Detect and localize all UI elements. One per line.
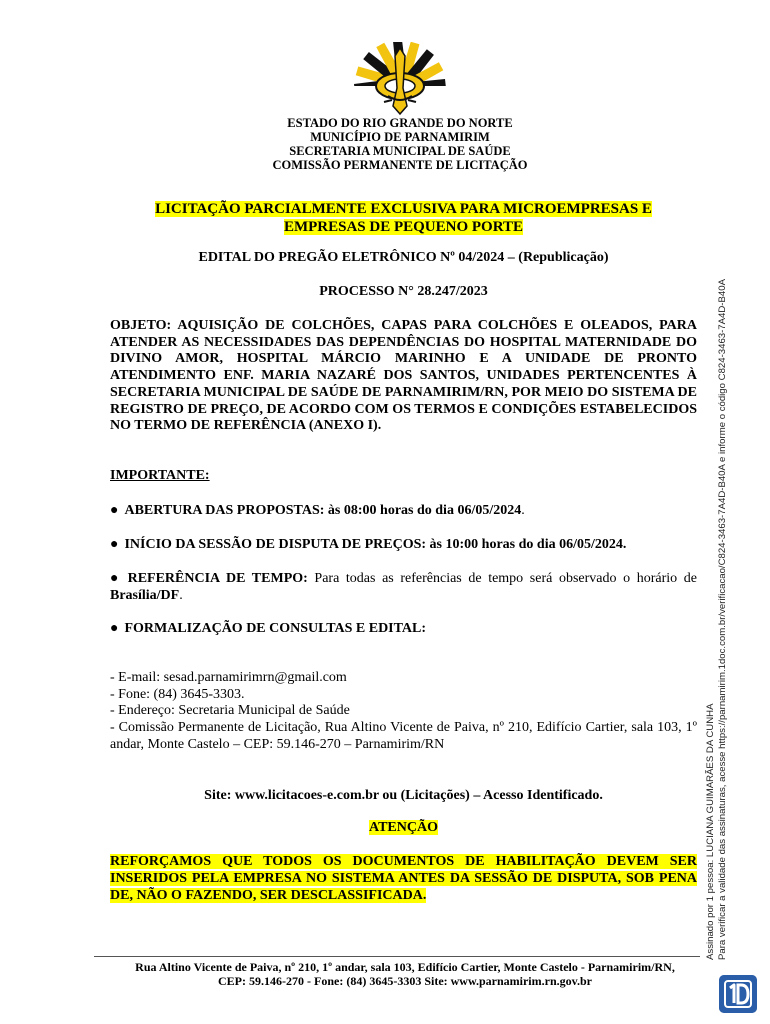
header-state: ESTADO DO RIO GRANDE DO NORTE <box>287 116 513 130</box>
reforcamos-notice <box>110 853 697 904</box>
header-commission: COMISSÃO PERMANENTE DE LICITAÇÃO <box>272 158 528 172</box>
abertura-value: : às 08:00 horas do dia 06/05/2024 <box>319 503 522 518</box>
edital-title: EDITAL DO PREGÃO ELETRÔNICO Nº 04/2024 – (Republicação) <box>198 250 609 265</box>
contact-commission: - Comissão Permanente de Licitação, Rua Altino Vicente de Paiva, nº 210, Edifício Cartier, sala 103, 1º andar, Monte Castelo – CEP: 59.146-270 – Parnamirim/RN <box>110 720 697 752</box>
contact-list <box>110 670 697 754</box>
contact-address: - Endereço: Secretaria Municipal de Saúde <box>110 703 350 719</box>
abertura-label: ABERTURA DAS PROPOSTAS <box>124 503 320 518</box>
digital-signature-stamp <box>705 279 729 960</box>
atencao-heading <box>110 820 697 836</box>
abertura-end: . <box>521 503 525 518</box>
importante-heading: IMPORTANTE: <box>110 468 210 483</box>
referencia-city: Brasília/DF <box>110 588 180 603</box>
inicio-text: INÍCIO DA SESSÃO DE DISPUTA DE PREÇOS: às 10:00 horas do dia 06/05/2024. <box>124 537 627 552</box>
bullet-icon: ● <box>110 537 119 552</box>
bullet-inicio <box>110 536 697 553</box>
atencao-text: ATENÇÃO <box>369 820 438 835</box>
bullet-icon: ● <box>110 571 122 586</box>
bullet-abertura <box>110 502 697 519</box>
footer-divider <box>94 956 700 957</box>
exclusive-notice-line1: LICITAÇÃO PARCIALMENTE EXCLUSIVA PARA MICROEMPRESAS E <box>155 201 652 217</box>
signature-verification-link[interactable]: Para verificar a validade das assinaturas, acesse https://parnamirim.1doc.com.br/verificacao/C824-3463-7A4D-B40A e informe o código C824-3463-7A4D-B40A <box>717 279 728 960</box>
header-municipality: MUNICÍPIO DE PARNAMIRIM <box>310 130 490 144</box>
exclusive-notice-line2: EMPRESAS DE PEQUENO PORTE <box>283 219 524 235</box>
reforcamos-text: REFORÇAMOS QUE TODOS OS DOCUMENTOS DE HABILITAÇÃO DEVEM SER INSERIDOS PELA EMPRESA NO SISTEMA ANTES DA SESSÃO DE DISPUTA, SOB PENA DE, NÃO O FAZENDO, SER DESCLASSIFICADA. <box>110 854 697 903</box>
referencia-text: Para todas as referências de tempo será observado o horário de <box>307 571 697 586</box>
site-info: Site: www.licitacoes-e.com.br ou (Licitações) – Acesso Identificado. <box>204 788 603 803</box>
footer-contact: CEP: 59.146-270 - Fone: (84) 3645-3303 Site: www.parnamirim.rn.gov.br <box>218 974 592 988</box>
footer-address: Rua Altino Vicente de Paiva, nº 210, 1º andar, sala 103, Edifício Cartier, Monte Castelo - Parnamirim/RN, <box>135 960 675 974</box>
signature-signer: Assinado por 1 pessoa: LUCIANA GUIMARÃES DA CUNHA <box>705 703 716 960</box>
objeto-paragraph: OBJETO: AQUISIÇÃO DE COLCHÕES, CAPAS PARA COLCHÕES E OLEADOS, PARA ATENDER AS NECESSIDADES DAS DEPENDÊNCIAS DO HOSPITAL MATERNIDADE DO DIVINO AMOR, HOSPITAL MÁRCIO MARINHO E A UNIDADE DE PRONTO ATENDIMENTO ENF. MARIA NAZARÉ DOS SANTOS, UNIDADES PERTENCENTES À SECRETARIA MUNICIPAL DE SAÚDE DE PARNAMIRIM/RN, POR MEIO DO SISTEMA DE REGISTRO DE PREÇO, DE ACORDO COM OS TERMOS E CONDIÇÕES ESTABELECIDOS NO TERMO DE REFERÊNCIA (ANEXO I). <box>110 318 697 434</box>
bullet-icon: ● <box>110 503 119 518</box>
bullet-formalizacao <box>110 620 697 637</box>
referencia-label: REFERÊNCIA DE TEMPO: <box>127 571 308 586</box>
page-footer <box>90 960 720 988</box>
processo-number: PROCESSO N° 28.247/2023 <box>319 284 488 299</box>
formalizacao-text: FORMALIZAÇÃO DE CONSULTAS E EDITAL: <box>124 621 427 636</box>
header-secretariat: SECRETARIA MUNICIPAL DE SAÚDE <box>289 144 511 158</box>
exclusive-notice <box>110 200 697 236</box>
municipal-coat-of-arms-icon <box>344 42 456 118</box>
contact-phone: - Fone: (84) 3645-3303. <box>110 686 245 702</box>
bullet-referencia <box>110 570 697 604</box>
referencia-end: . <box>179 588 183 603</box>
institution-header <box>150 116 650 172</box>
1doc-seal-icon[interactable] <box>719 975 757 1013</box>
contact-email: - E-mail: sesad.parnamirimrn@gmail.com <box>110 670 347 685</box>
bullet-icon: ● <box>110 621 119 636</box>
